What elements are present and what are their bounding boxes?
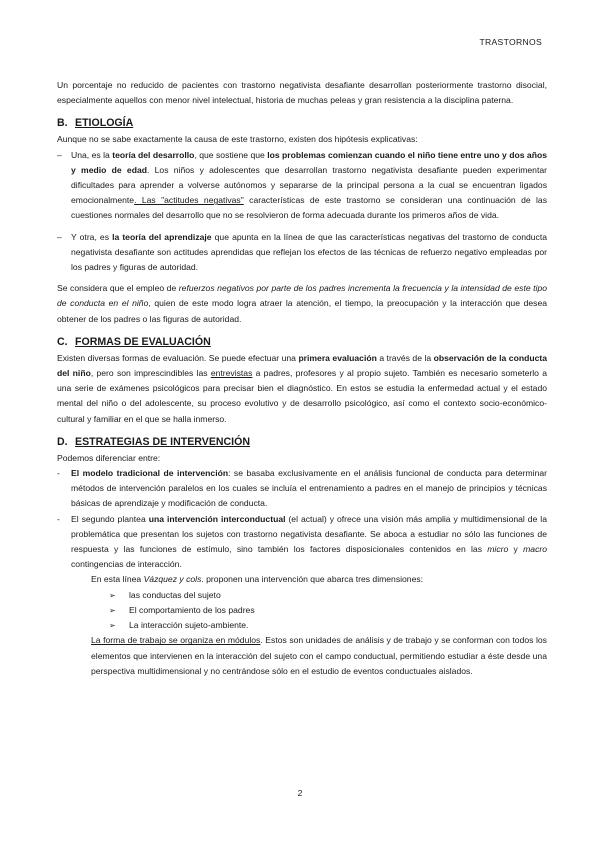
underlined-text: . Las "actitudes negativas": [134, 195, 244, 206]
list-item: [57, 230, 547, 276]
section-title: FORMAS DE EVALUACIÓN: [75, 335, 211, 348]
text-run: : se basaba exclusivamente en el análisis funcional de conducta para determinar métodos de intervención paralelos en los cuales se incluía el entrenamiento a padres en el manejo de principios y técnicas básicas de aprendizaje y modificación de conducta.: [71, 468, 547, 509]
list-item: [57, 148, 547, 224]
modules-paragraph: [57, 633, 547, 679]
intro-paragraph: Un porcentaje no reducido de pacientes con trastorno negativista desafiante desarrollan posteriormente trastorno disocial, especialmente aquellos con menor nivel intelectual, historia de muchas peleas y gran resistencia a la disciplina paterna.: [57, 80, 547, 106]
dimension-text: La interacción sujeto-ambiente.: [129, 620, 249, 631]
text-run: características de este trastorno se consideran una continuación de las cuestiones normales del desarrollo que no se resolvieron de forma adecuada durante los primeros años de vida.: [71, 195, 547, 221]
text-run: . proponen una intervención que abarca tres dimensiones:: [201, 574, 424, 585]
section-heading-evaluacion: [57, 335, 547, 349]
bold-text: primera evaluación: [298, 352, 377, 363]
text-run: Y otra, es: [71, 231, 113, 242]
list-item: [109, 618, 547, 633]
hypothesis-list: [57, 148, 547, 276]
page-number: 2: [297, 788, 303, 798]
text-run: Una, es la: [71, 149, 113, 160]
dash-marker: –: [57, 231, 62, 242]
hyphen-marker: -: [57, 468, 60, 479]
dimension-text: las conductas del sujeto: [129, 589, 221, 600]
underlined-text: entrevistas: [210, 368, 253, 379]
text-run: que apunta en la línea de que las características negativas del trastorno de conducta negativista desafiante son actitudes aprendidas que reflejan los efectos de las técnicas de refuerzo negativo empleadas por los padres y figuras de autoridad.: [71, 231, 548, 273]
dimensions-intro: [57, 572, 547, 587]
arrow-bullet-icon: ➢: [109, 590, 116, 600]
list-item: [109, 603, 547, 618]
text-run: a padres, profesores y al propio sujeto. También es necesario someterlo a una serie de exámenes psicológicos para precisar bien el diagnóstico. En estos se estudia la enfermedad actual y el estado mental del niño o del adolescente, su proceso evolutivo y de desarrollo psicológico, así como el contexto socio-económico-cultural y familiar en el que se halla inmerso.: [57, 368, 547, 424]
text-run: (el actual) y ofrece una visión más amplia y multidimensional de la problemática que presentan los sujetos con trastorno negativista desafiante. Se aboca a estudiar no sólo las funciones de respuesta y las funciones de estímulo, sino también los factores disposicionales contenidos en las: [71, 513, 547, 555]
section-heading-intervencion: [57, 435, 547, 449]
italic-text: refuerzos negativos por parte de los padres incrementa la frecuencia y la intensidad de este tipo de conducta en el niño: [57, 283, 548, 309]
text-run: Existen diversas formas de evaluación. Se puede efectuar una: [57, 352, 299, 363]
underlined-text: La forma de trabajo se organiza en módulos: [91, 635, 261, 646]
text-run: a través de la: [376, 352, 434, 363]
italic-text: Vázquez y cols: [143, 574, 202, 585]
text-run: , que sostiene que: [194, 149, 268, 160]
section-title: ETIOLOGÍA: [75, 117, 134, 130]
running-header: TRASTORNOS: [479, 37, 542, 47]
text-run: En esta línea: [91, 574, 144, 585]
text-run: . Los niños y adolescentes que desarrollan trastorno negativista desafiante pueden experimentar dificultades para aprender a volverse autónomos y separarse de la principal persona a la cual se encuentran ligados emocionalmente: [71, 164, 547, 206]
bold-text: El modelo tradicional de intervención: [71, 468, 229, 479]
text-run: , pero son imprescindibles las: [90, 368, 211, 379]
page-content: [57, 78, 547, 679]
list-item: [57, 466, 547, 512]
bold-text: los problemas comienzan cuando el niño tiene entre uno y dos años y medio de edad: [71, 149, 547, 175]
bold-text: una intervención interconductual: [148, 513, 286, 524]
list-item: [109, 588, 547, 603]
intervention-list: [57, 466, 547, 572]
italic-text: macro: [523, 544, 548, 555]
section-number: D.: [57, 435, 68, 448]
bold-text: teoría del desarrollo: [112, 149, 195, 160]
etiologia-closing: [57, 281, 547, 327]
text-run: contingencias de interacción.: [71, 559, 182, 570]
bold-text: observación de la conducta del niño: [57, 352, 547, 379]
arrow-bullet-icon: ➢: [109, 621, 116, 631]
bold-text: la teoría del aprendizaje: [112, 231, 212, 242]
arrow-bullet-icon: ➢: [109, 605, 116, 615]
hyphen-marker: -: [57, 513, 60, 524]
italic-text: micro: [487, 544, 509, 555]
section-number: B.: [57, 117, 68, 130]
section-heading-etiologia: [57, 116, 547, 130]
text-run: , quien de este modo logra atraer la atención, el tiempo, la preocupación y la interacción que desea obtener de los padres o las figuras de autoridad.: [57, 298, 548, 324]
evaluacion-paragraph: [57, 351, 547, 427]
text-run: y: [508, 544, 524, 555]
list-item: [57, 512, 547, 573]
dash-marker: –: [57, 149, 62, 160]
section-title: ESTRATEGIAS DE INTERVENCIÓN: [75, 435, 251, 448]
text-run: Se considera que el empleo de: [57, 283, 179, 294]
text-run: El segundo plantea: [71, 513, 149, 524]
dimension-text: El comportamiento de los padres: [129, 604, 255, 615]
intervencion-lead: Podemos diferenciar entre:: [57, 452, 161, 463]
text-run: . Estos son unidades de análisis y de trabajo y se conforman con todos los elementos que intervienen en la interacción del sujeto con el campo conductual, permitiendo estudiar a éste desde una perspectiva multidimensional y no centrándose sólo en el estudio de eventos conductuales aislados.: [91, 635, 547, 676]
dimensions-list: [57, 588, 547, 634]
etiologia-lead: Aunque no se sabe exactamente la causa de este trastorno, existen dos hipótesis explicativas:: [57, 134, 418, 145]
section-number: C.: [57, 335, 68, 348]
